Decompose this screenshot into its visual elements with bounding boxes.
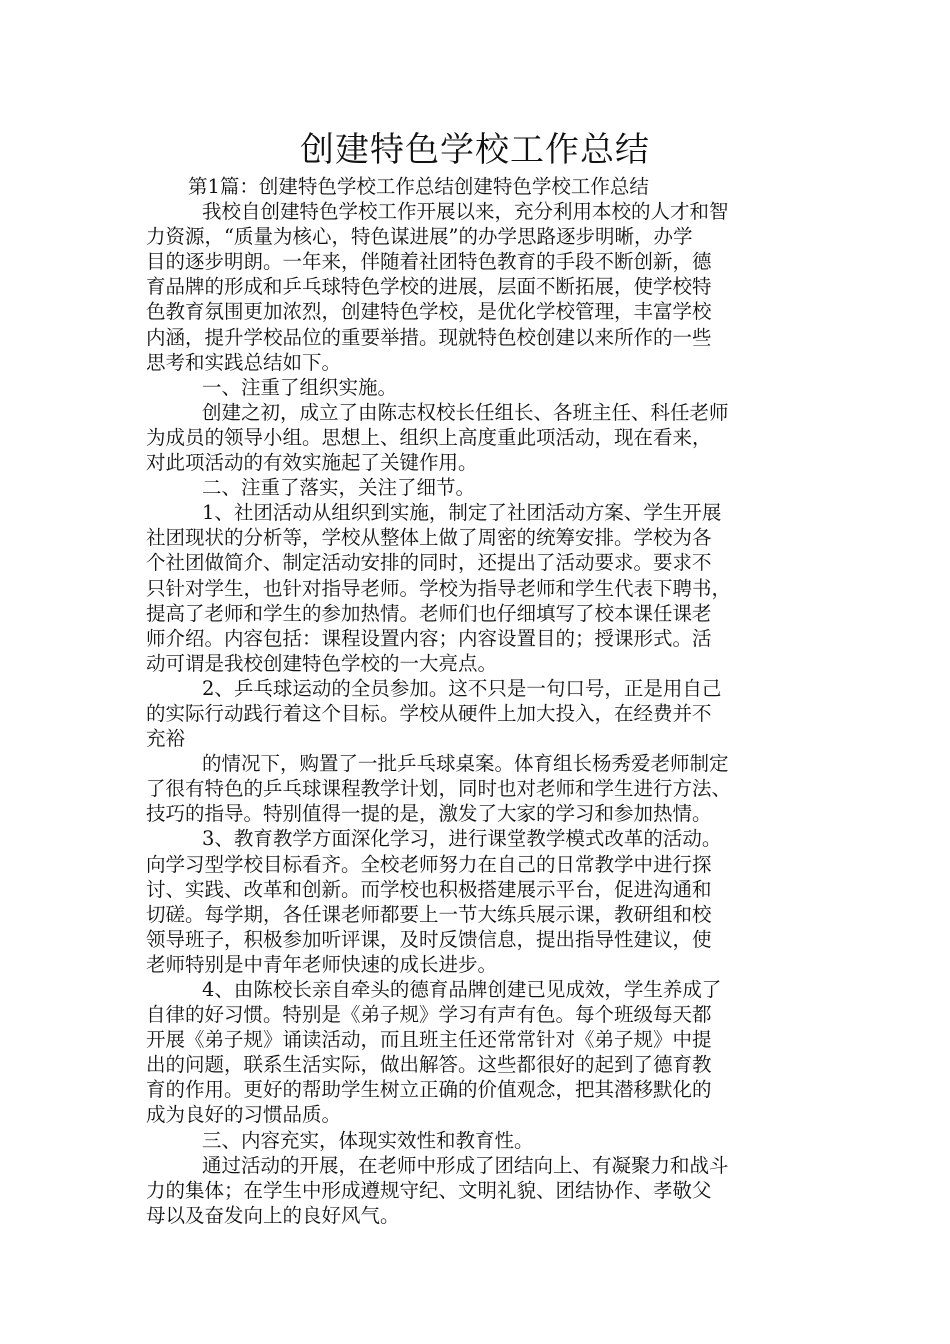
text-line: 个社团做简介、制定活动安排的同时，还提出了活动要求。要求不 (146, 551, 712, 575)
text-line: 内涵，提升学校品位的重要举措。现就特色校创建以来所作的一些 (146, 325, 712, 349)
text-line: 对此项活动的有效实施起了关键作用。 (146, 451, 478, 475)
text-line: 充裕 (146, 727, 186, 751)
text-line: 我校自创建特色学校工作开展以来，充分利用本校的人才和智 (202, 200, 729, 224)
text-line: 提高了老师和学生的参加热情。老师们也仔细填写了校本课任课老 (146, 601, 712, 625)
text-line: 社团现状的分析等，学校从整体上做了周密的统筹安排。学校为各 (146, 526, 712, 550)
text-line: 色教育氛围更加浓烈，创建特色学校，是优化学校管理，丰富学校 (146, 300, 712, 324)
text-line: 动可谓是我校创建特色学校的一大亮点。 (146, 651, 498, 675)
text-line: 师介绍。内容包括：课程设置内容；内容设置目的；授课形式。活 (146, 626, 712, 650)
text-line: 老师特别是中青年老师快速的成长进步。 (146, 952, 498, 976)
text-line: 讨、实践、改革和创新。而学校也积极搭建展示平台，促进沟通和 (146, 877, 712, 901)
text-line: 一、注重了组织实施。 (202, 375, 398, 399)
text-line: 1、社团活动从组织到实施，制定了社团活动方案、学生开展 (202, 501, 722, 525)
text-line: 力的集体；在学生中形成遵规守纪、文明礼貌、团结协作、孝敬父 (146, 1178, 712, 1202)
text-line: 为成员的领导小组。思想上、组织上高度重此项活动，现在看来， (146, 425, 712, 449)
text-line: 成为良好的习惯品质。 (146, 1103, 342, 1127)
text-line: 4、由陈校长亲自牵头的德育品牌创建已见成效，学生养成了 (202, 978, 722, 1001)
text-line: 2、乒乓球运动的全员参加。这不只是一句口号，正是用自己 (202, 676, 722, 700)
text-line: 创建之初，成立了由陈志权校长任组长、各班主任、科任老师 (202, 400, 729, 424)
text-line: 二、注重了落实，关注了细节。 (202, 476, 476, 500)
document-title: 创建特色学校工作总结 (300, 130, 650, 170)
text-line: 通过活动的开展，在老师中形成了团结向上、有凝聚力和战斗 (202, 1153, 729, 1177)
text-line: 的实际行动践行着这个目标。学校从硬件上加大投入，在经费并不 (146, 701, 712, 725)
text-line: 了很有特色的乒乓球课程教学计划，同时也对老师和学生进行方法、 (146, 777, 732, 801)
text-line: 第1篇：创建特色学校工作总结创建特色学校工作总结 (188, 175, 649, 198)
text-line: 3、教育教学方面深化学习，进行课堂教学模式改革的活动。 (202, 827, 722, 851)
text-line: 思考和实践总结如下。 (146, 350, 342, 374)
text-line: 育的作用。更好的帮助学生树立正确的价值观念，把其潜移默化的 (146, 1078, 712, 1102)
text-line: 的情况下，购置了一批乒乓球桌案。体育组长杨秀爱老师制定 (202, 752, 729, 776)
text-line: 出的问题，联系生活实际，做出解答。这些都很好的起到了德育教 (146, 1053, 712, 1077)
text-line: 切磋。每学期，各任课老师都要上一节大练兵展示课，教研组和校 (146, 902, 712, 926)
text-line: 三、内容充实，体现实效性和教育性。 (202, 1128, 534, 1152)
text-line: 母以及奋发向上的良好风气。 (146, 1203, 400, 1227)
text-line: 力资源，“质量为核心，特色谋进展”的办学思路逐步明晰，办学 (146, 225, 693, 249)
document-body (146, 174, 811, 1228)
text-line: 自律的好习惯。特别是《弟子规》学习有声有色。每个班级每天都 (146, 1003, 712, 1027)
text-line: 育品牌的形成和乒乓球特色学校的进展，层面不断拓展，使学校特 (146, 275, 712, 299)
text-line: 目的逐步明朗。一年来，伴随着社团特色教育的手段不断创新，德 (146, 250, 712, 274)
text-line: 向学习型学校目标看齐。全校老师努力在自己的日常教学中进行探 (146, 852, 712, 876)
text-line: 开展《弟子规》诵读活动，而且班主任还常常针对《弟子规》中提 (146, 1028, 712, 1052)
text-line: 技巧的指导。特别值得一提的是，激发了大家的学习和参加热情。 (146, 802, 712, 826)
text-line: 领导班子，积极参加听评课，及时反馈信息，提出指导性建议，使 (146, 927, 712, 951)
text-line: 只针对学生，也针对指导老师。学校为指导老师和学生代表下聘书， (146, 576, 732, 600)
